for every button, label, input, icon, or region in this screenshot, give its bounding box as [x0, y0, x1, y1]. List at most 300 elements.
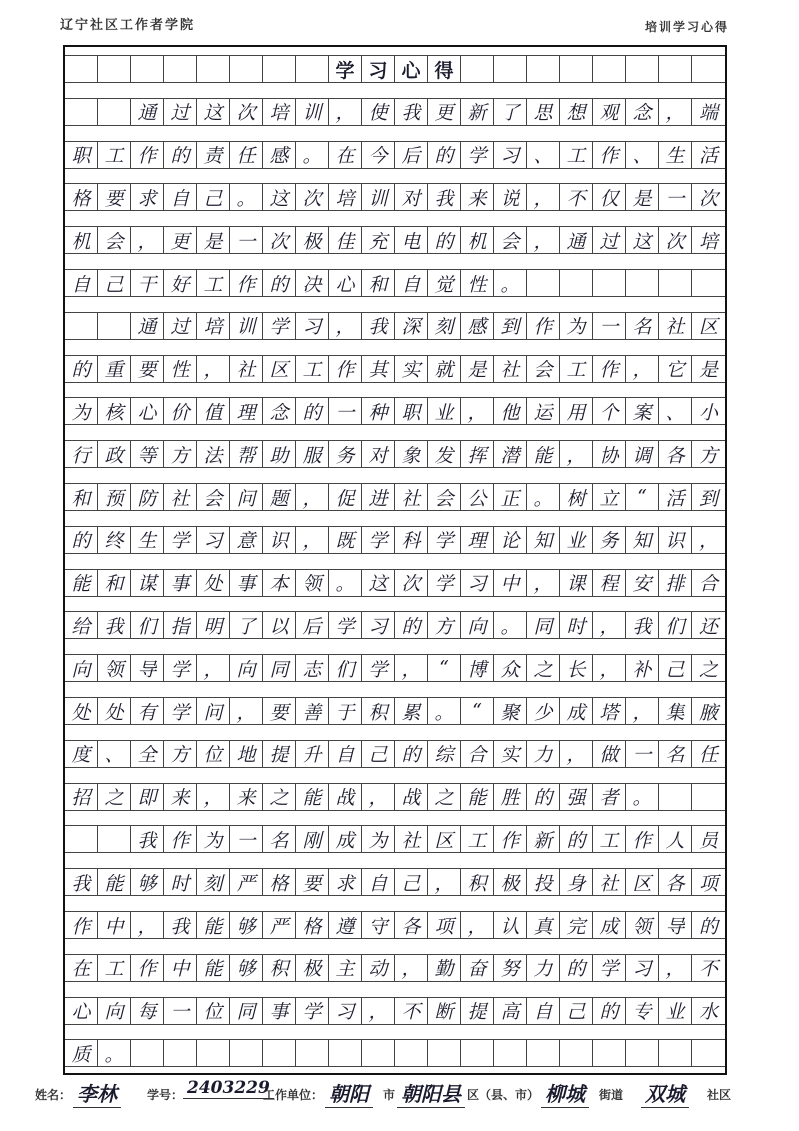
grid-cell: 员 [692, 825, 725, 853]
grid-cell: 防 [131, 483, 164, 511]
grid-cell: 学 [164, 654, 197, 682]
grid-cell: 领 [296, 569, 329, 597]
grid-cell: 就 [428, 355, 461, 383]
grid-cell: 求 [329, 868, 362, 896]
grid-cell: 务 [329, 440, 362, 468]
grid-cell: ， [593, 654, 626, 682]
grid-cell: ， [230, 697, 263, 725]
footer-info [35, 1078, 765, 1118]
grid-cell [626, 1039, 659, 1067]
district-suffix: 区（县、市） [467, 1088, 540, 1102]
grid-cell: 名 [626, 312, 659, 340]
unit-label: 工作单位： [263, 1088, 324, 1102]
grid-cell: 实 [494, 740, 527, 768]
grid-cell [65, 825, 98, 853]
grid-cell: 预 [98, 483, 131, 511]
grid-row [65, 526, 725, 554]
grid-cell: 新 [461, 98, 494, 126]
grid-cell: 的 [164, 141, 197, 169]
grid-cell: 战 [329, 783, 362, 811]
grid-cell: 塔 [593, 697, 626, 725]
grid-cell: 。 [494, 611, 527, 639]
grid-cell: 后 [395, 141, 428, 169]
grid-cell: “ [461, 697, 494, 725]
grid-cell: 社 [494, 355, 527, 383]
grid-cell: 服 [296, 440, 329, 468]
grid-cell: 勤 [428, 954, 461, 982]
grid-cell: 方 [164, 440, 197, 468]
grid-cell: 社 [659, 312, 692, 340]
community-value: 双城 [641, 1078, 689, 1108]
grid-cell: 通 [131, 98, 164, 126]
grid-cell: 。 [527, 483, 560, 511]
grid-cell: 能 [296, 783, 329, 811]
grid-row [65, 825, 725, 853]
grid-cell: 在 [329, 141, 362, 169]
grid-cell: 极 [296, 226, 329, 254]
grid-cell: 学 [428, 569, 461, 597]
grid-cell: 协 [593, 440, 626, 468]
grid-cell: 电 [395, 226, 428, 254]
grid-cell: 成 [593, 911, 626, 939]
grid-cell: 培 [197, 312, 230, 340]
grid-cell: ， [560, 740, 593, 768]
grid-cell: 的 [65, 526, 98, 554]
grid-cell [692, 269, 725, 297]
grid-cell [164, 1039, 197, 1067]
grid-row [65, 55, 725, 83]
grid-cell [659, 783, 692, 811]
grid-cell: 己 [98, 269, 131, 297]
grid-cell: 力 [527, 954, 560, 982]
grid-cell: 次 [230, 98, 263, 126]
grid-cell: 少 [527, 697, 560, 725]
grid-cell: 全 [131, 740, 164, 768]
institute-name: 辽宁社区工作者学院 [60, 18, 196, 33]
grid-cell: 一 [626, 740, 659, 768]
grid-cell: 格 [65, 183, 98, 211]
grid-cell: 活 [659, 483, 692, 511]
grid-cell: 。 [329, 569, 362, 597]
grid-cell: 每 [131, 997, 164, 1025]
grid-cell: 有 [131, 697, 164, 725]
grid-cell: 学 [164, 526, 197, 554]
grid-cell: 通 [560, 226, 593, 254]
grid-cell: 课 [560, 569, 593, 597]
grid-cell: 的 [560, 954, 593, 982]
grid-cell: 博 [461, 654, 494, 682]
grid-cell: 一 [230, 825, 263, 853]
grid-cell: 们 [329, 654, 362, 682]
grid-cell: 这 [362, 569, 395, 597]
grid-cell: 象 [395, 440, 428, 468]
grid-cell: 名 [659, 740, 692, 768]
grid-cell: 力 [527, 740, 560, 768]
grid-cell: 给 [65, 611, 98, 639]
grid-cell: 、 [527, 141, 560, 169]
grid-cell: ， [560, 440, 593, 468]
grid-cell: 的 [527, 783, 560, 811]
grid-cell: 即 [131, 783, 164, 811]
grid-cell: 充 [362, 226, 395, 254]
grid-cell: 责 [197, 141, 230, 169]
grid-cell: 严 [263, 911, 296, 939]
grid-cell [197, 1039, 230, 1067]
grid-cell [593, 1039, 626, 1067]
grid-cell: 之 [263, 783, 296, 811]
grid-cell: 会 [98, 226, 131, 254]
community-suffix: 社区 [707, 1088, 732, 1102]
grid-cell: ， [527, 569, 560, 597]
grid-cell: 各 [659, 868, 692, 896]
grid-row [65, 141, 725, 169]
grid-cell: 过 [164, 312, 197, 340]
grid-row [65, 911, 725, 939]
grid-cell: 理 [461, 526, 494, 554]
grid-cell: 格 [263, 868, 296, 896]
grid-cell: 问 [197, 697, 230, 725]
grid-cell: 种 [362, 397, 395, 425]
grid-cell: 名 [263, 825, 296, 853]
grid-cell: 刻 [428, 312, 461, 340]
grid-cell: 位 [197, 740, 230, 768]
grid-cell: 自 [395, 269, 428, 297]
grid-cell: 训 [296, 98, 329, 126]
grid-cell: 、 [98, 740, 131, 768]
grid-cell: 方 [428, 611, 461, 639]
grid-cell: 时 [164, 868, 197, 896]
grid-cell: 潜 [494, 440, 527, 468]
grid-cell: 新 [527, 825, 560, 853]
grid-cell: 为 [65, 397, 98, 425]
grid-cell: 工 [98, 954, 131, 982]
grid-cell: 训 [362, 183, 395, 211]
grid-cell: 事 [263, 997, 296, 1025]
grid-cell: 价 [164, 397, 197, 425]
grid-cell: 我 [395, 98, 428, 126]
grid-cell: 学 [362, 654, 395, 682]
grid-cell: 、 [659, 397, 692, 425]
grid-cell: ， [659, 98, 692, 126]
grid-cell: 来 [164, 783, 197, 811]
grid-cell: 成 [329, 825, 362, 853]
grid-cell: ， [395, 954, 428, 982]
grid-cell: 位 [197, 997, 230, 1025]
grid-cell: 到 [692, 483, 725, 511]
grid-cell: 是 [461, 355, 494, 383]
grid-row [65, 697, 725, 725]
grid-cell: 区 [263, 355, 296, 383]
grid-cell: 来 [230, 783, 263, 811]
grid-cell: 干 [131, 269, 164, 297]
grid-cell: 之 [428, 783, 461, 811]
grid-cell: 工 [593, 825, 626, 853]
grid-cell [131, 1039, 164, 1067]
grid-cell: 得 [428, 55, 461, 83]
grid-cell: ， [296, 526, 329, 554]
grid-cell: 了 [494, 98, 527, 126]
grid-cell: 作 [230, 269, 263, 297]
grid-cell: 次 [692, 183, 725, 211]
grid-cell: 政 [98, 440, 131, 468]
grid-cell: 守 [362, 911, 395, 939]
grid-cell: 社 [164, 483, 197, 511]
grid-cell: 作 [164, 825, 197, 853]
grid-cell: 地 [230, 740, 263, 768]
grid-cell: 处 [65, 697, 98, 725]
grid-cell: 等 [131, 440, 164, 468]
grid-cell: 学 [296, 997, 329, 1025]
grid-row [65, 1039, 725, 1067]
grid-cell: 长 [560, 654, 593, 682]
grid-cell: 我 [362, 312, 395, 340]
grid-cell: 领 [98, 654, 131, 682]
grid-cell: 次 [395, 569, 428, 597]
grid-cell: 我 [131, 825, 164, 853]
grid-cell: “ [626, 483, 659, 511]
grid-cell: 作 [65, 911, 98, 939]
grid-cell: 累 [395, 697, 428, 725]
grid-cell: 工 [461, 825, 494, 853]
grid-cell: 己 [659, 654, 692, 682]
grid-cell: 到 [494, 312, 527, 340]
grid-cell: 中 [98, 911, 131, 939]
grid-cell: 次 [296, 183, 329, 211]
grid-cell: 会 [197, 483, 230, 511]
grid-cell [626, 269, 659, 297]
grid-cell: 作 [593, 141, 626, 169]
grid-cell [395, 1039, 428, 1067]
grid-cell: 战 [395, 783, 428, 811]
grid-row [65, 98, 725, 126]
grid-cell: 问 [230, 483, 263, 511]
grid-cell: 思 [527, 98, 560, 126]
grid-cell: 会 [527, 355, 560, 383]
grid-cell: 理 [230, 397, 263, 425]
grid-cell: 业 [659, 997, 692, 1025]
grid-cell: 。 [626, 783, 659, 811]
grid-cell: 。 [494, 269, 527, 297]
grid-cell [659, 269, 692, 297]
name-label: 姓名： [35, 1088, 72, 1102]
grid-cell: 要 [131, 355, 164, 383]
grid-cell: 案 [626, 397, 659, 425]
grid-cell: 社 [395, 825, 428, 853]
grid-cell: ， [626, 355, 659, 383]
grid-cell: 我 [164, 911, 197, 939]
grid-cell: 培 [692, 226, 725, 254]
grid-cell: 己 [362, 740, 395, 768]
grid-cell [560, 1039, 593, 1067]
grid-cell: 极 [494, 868, 527, 896]
grid-row [65, 183, 725, 211]
grid-cell: 立 [593, 483, 626, 511]
grid-cell: 社 [395, 483, 428, 511]
grid-cell: 各 [659, 440, 692, 468]
grid-cell: 重 [98, 355, 131, 383]
grid-cell: 公 [461, 483, 494, 511]
grid-cell: 的 [296, 397, 329, 425]
grid-cell: 认 [494, 911, 527, 939]
grid-cell: 其 [362, 355, 395, 383]
grid-cell: 区 [626, 868, 659, 896]
grid-cell: 身 [560, 868, 593, 896]
grid-cell: 科 [395, 526, 428, 554]
grid-cell: 们 [659, 611, 692, 639]
grid-cell: 学 [164, 697, 197, 725]
grid-cell: 明 [197, 611, 230, 639]
grid-cell: 能 [527, 440, 560, 468]
grid-cell: 作 [131, 954, 164, 982]
grid-cell [296, 55, 329, 83]
grid-cell: 学 [329, 55, 362, 83]
grid-cell: 动 [362, 954, 395, 982]
grid-cell: 强 [560, 783, 593, 811]
grid-cell: 为 [197, 825, 230, 853]
grid-row [65, 269, 725, 297]
grid-row [65, 740, 725, 768]
grid-cell: 指 [164, 611, 197, 639]
grid-cell: 为 [560, 312, 593, 340]
grid-cell: 培 [329, 183, 362, 211]
grid-cell: ， [329, 98, 362, 126]
grid-cell: 努 [494, 954, 527, 982]
grid-cell: 完 [560, 911, 593, 939]
grid-cell: 工 [197, 269, 230, 297]
grid-cell: 刻 [197, 868, 230, 896]
grid-cell: 心 [131, 397, 164, 425]
grid-cell [98, 55, 131, 83]
grid-cell: 的 [593, 997, 626, 1025]
grid-cell: 之 [98, 783, 131, 811]
grid-cell: 知 [527, 526, 560, 554]
grid-cell: 刚 [296, 825, 329, 853]
grid-cell: 成 [560, 697, 593, 725]
grid-cell: 腋 [692, 697, 725, 725]
grid-cell [98, 825, 131, 853]
grid-cell: 帮 [230, 440, 263, 468]
id-label: 学号： [147, 1088, 184, 1102]
grid-cell: 通 [131, 312, 164, 340]
grid-cell: 处 [98, 697, 131, 725]
grid-cell: 的 [395, 611, 428, 639]
grid-cell: 识 [263, 526, 296, 554]
grid-cell: 作 [593, 355, 626, 383]
grid-cell [230, 1039, 263, 1067]
grid-cell: 以 [263, 611, 296, 639]
grid-cell [65, 55, 98, 83]
grid-cell: 工 [560, 355, 593, 383]
grid-cell: 端 [692, 98, 725, 126]
grid-cell: 他 [494, 397, 527, 425]
grid-cell: 任 [230, 141, 263, 169]
grid-cell [263, 1039, 296, 1067]
grid-cell: 后 [296, 611, 329, 639]
grid-cell: 和 [362, 269, 395, 297]
grid-cell: 的 [560, 825, 593, 853]
grid-cell: 的 [263, 269, 296, 297]
grid-cell: 来 [461, 183, 494, 211]
grid-cell: 培 [263, 98, 296, 126]
grid-cell: 自 [527, 997, 560, 1025]
grid-cell: 生 [131, 526, 164, 554]
grid-cell: 方 [692, 440, 725, 468]
grid-cell: 次 [659, 226, 692, 254]
grid-cell: 做 [593, 740, 626, 768]
grid-cell: 善 [296, 697, 329, 725]
grid-cell: ， [197, 654, 230, 682]
grid-cell: 树 [560, 483, 593, 511]
grid-cell: 一 [329, 397, 362, 425]
grid-cell: 时 [560, 611, 593, 639]
grid-cell: 还 [692, 611, 725, 639]
grid-cell [527, 269, 560, 297]
grid-cell: 同 [527, 611, 560, 639]
grid-cell: 提 [461, 997, 494, 1025]
grid-cell: 项 [692, 868, 725, 896]
grid-cell: 断 [428, 997, 461, 1025]
grid-cell: ， [197, 355, 230, 383]
grid-cell: 补 [626, 654, 659, 682]
grid-cell: 己 [560, 997, 593, 1025]
grid-cell: 法 [197, 440, 230, 468]
grid-row [65, 397, 725, 425]
grid-cell: 对 [395, 183, 428, 211]
grid-cell: 习 [197, 526, 230, 554]
grid-cell: 。 [296, 141, 329, 169]
grid-cell: ， [131, 226, 164, 254]
grid-cell: 我 [98, 611, 131, 639]
grid-cell: 区 [692, 312, 725, 340]
street-value: 柳城 [541, 1078, 589, 1108]
grid-cell: 一 [164, 997, 197, 1025]
grid-row [65, 569, 725, 597]
grid-cell: 一 [659, 183, 692, 211]
grid-cell: 进 [362, 483, 395, 511]
grid-cell: 和 [98, 569, 131, 597]
grid-cell: 区 [428, 825, 461, 853]
grid-cell: 。 [230, 183, 263, 211]
grid-cell: 的 [65, 355, 98, 383]
grid-cell: ， [527, 226, 560, 254]
grid-cell: 心 [65, 997, 98, 1025]
grid-cell: 处 [197, 569, 230, 597]
grid-cell: 作 [527, 312, 560, 340]
grid-cell: 促 [329, 483, 362, 511]
grid-cell: 自 [329, 740, 362, 768]
grid-cell: 核 [98, 397, 131, 425]
grid-cell [626, 55, 659, 83]
grid-cell [593, 55, 626, 83]
grid-cell: 机 [461, 226, 494, 254]
grid-cell: 格 [296, 911, 329, 939]
grid-cell: ， [593, 611, 626, 639]
grid-cell [296, 1039, 329, 1067]
grid-cell: 领 [626, 911, 659, 939]
grid-cell: 机 [65, 226, 98, 254]
grid-cell: 学 [263, 312, 296, 340]
grid-cell: 是 [626, 183, 659, 211]
grid-cell [65, 98, 98, 126]
grid-cell: 的 [428, 226, 461, 254]
grid-cell: 够 [230, 954, 263, 982]
grid-cell [593, 269, 626, 297]
grid-cell: 我 [626, 611, 659, 639]
grid-cell: 合 [692, 569, 725, 597]
grid-cell: 各 [395, 911, 428, 939]
city-suffix: 市 [383, 1088, 396, 1102]
grid-cell: 习 [494, 141, 527, 169]
